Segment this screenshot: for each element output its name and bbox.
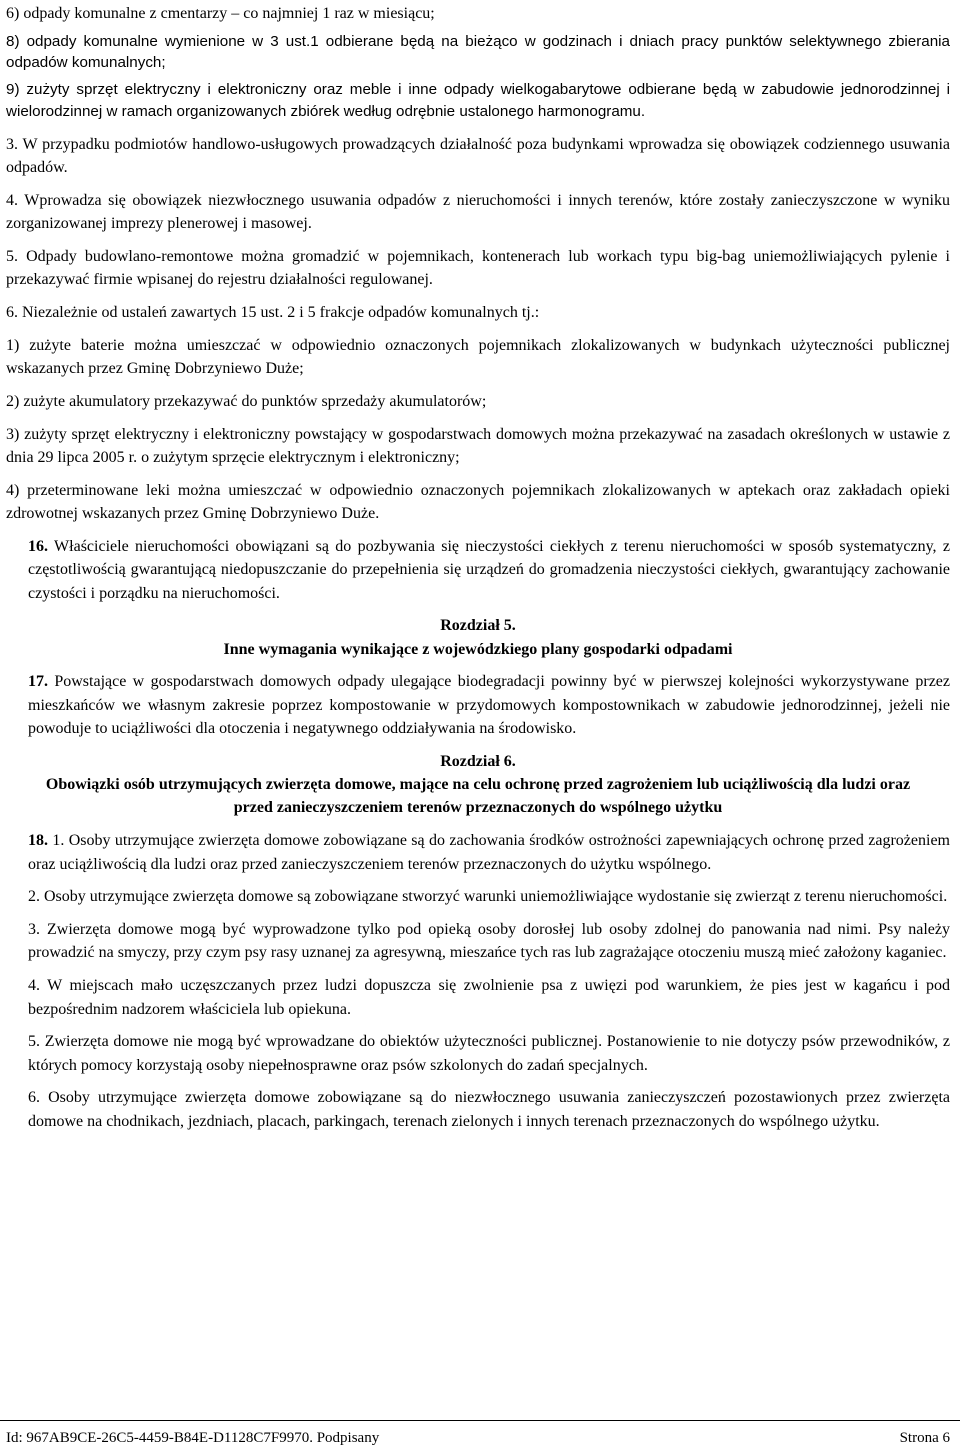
page-footer [0, 1420, 960, 1446]
paragraph-6: 6. Niezależnie od ustaleń zawartych 15 ust. 2 i 5 frakcje odpadów komunalnych tj.: [6, 304, 540, 322]
section-18-paragraph-5: 5. Zwierzęta domowe nie mogą być wprowadzane do obiektów użyteczności publicznej. Postanowienie to nie dotyczy psów przewodników, z których pomocy korzystają osoby niepełnosprawne oraz psów szkolonych do zadań specjalnych. [28, 1033, 950, 1074]
section-18-paragraph-6: 6. Osoby utrzymujące zwierzęta domowe zobowiązane są do niezwłocznego usuwania zanieczyszczeń pozostawionych przez zwierzęta domowe na chodnikach, jezdniach, placach, parkingach, terenach zielonych i innych terenach przeznaczonych do wspólnego użytku. [28, 1089, 950, 1130]
list-item-9: 9) zużyty sprzęt elektryczny i elektroniczny oraz meble i inne odpady wielkogabarytowe odbierane będą w zabudowie jednorodzinnej i wielorodzinnej w ramach organizowanych zbiórek według odrębnie ustalonego harmonogramu. [6, 81, 950, 121]
section-18-number: 18. [28, 832, 48, 850]
document-page [6, 0, 950, 1133]
item-electronics: 3) zużyty sprzęt elektryczny i elektroniczny powstający w gospodarstwach domowych można przekazywać na zasadach określonych w ustawie z dnia 29 lipca 2005 r. o zużytym sprzęcie elektrycznym i elektroniczny; [6, 425, 950, 467]
chapter-5-subtitle: Inne wymagania wynikające z wojewódzkiego plany gospodarki odpadami [223, 640, 733, 658]
list-item-8: 8) odpady komunalne wymienione w 3 ust.1 odbierane będą na bieżąco w godzinach i dniach pracy punktów selektywnego zbierania odpadów komunalnych; [6, 33, 950, 72]
paragraph-3: 3. W przypadku podmiotów handlowo-usługowych prowadzących działalność poza budynkami wprowadza się obowiązek codziennego usuwania odpadów. [6, 135, 950, 177]
section-18-paragraph-1 [6, 829, 950, 876]
section-17-number: 17. [28, 673, 48, 691]
list-item-6: 6) odpady komunalne z cmentarzy – co najmniej 1 raz w miesiącu; [6, 5, 435, 22]
section-17-text: Powstające w gospodarstwach domowych odpady ulegające biodegradacji powinny być w pierwszej kolejności wykorzystywane przez mieszkańców we własnym zakresie poprzez kompostowanie w przydomowych kompostownikach w zabudowie jednorodzinnej, jeżeli nie powoduje to uciążliwości dla otoczenia i negatywnego oddziaływania na środowisko. [28, 673, 950, 738]
section-18-p1-text: 1. Osoby utrzymujące zwierzęta domowe zobowiązane są do zachowania środków ostrożności zapewniających ochronę przed zagrożeniem oraz uciążliwością dla ludzi oraz przed zanieczyszczeniem terenów przeznaczonych do użytku wspólnego. [28, 832, 950, 873]
section-16-text: Właściciele nieruchomości obowiązani są do pozbywania się nieczystości ciekłych z terenu nieruchomości w sposób systematyczny, z częstotliwością gwarantującą niedopuszczanie do przepełnienia się urządzeń do gromadzenia nieczystości ciekłych, gwarantujący zachowanie czystości i porządku na nieruchomości. [28, 537, 950, 602]
item-batteries: 1) zużyte baterie można umieszczać w odpowiednio oznaczonych pojemnikach zlokalizowanych w budynkach użyteczności publicznej wskazanych przez Gminę Dobrzyniewo Duże; [6, 336, 950, 378]
section-17 [6, 670, 950, 740]
item-medicines: 4) przeterminowane leki można umieszczać w odpowiednio oznaczonych pojemnikach zlokalizowanych w aptekach oraz zakładach opieki zdrowotnej wskazanych przez Gminę Dobrzyniewo Duże. [6, 481, 950, 523]
paragraph-5: 5. Odpady budowlano-remontowe można gromadzić w pojemnikach, kontenerach lub workach typu big-bag uniemożliwiających pylenie i przekazywać firmie wpisanej do rejestru działalności regulowanej. [6, 247, 950, 289]
section-18-paragraph-4: 4. W miejscach mało uczęszczanych przez ludzi dopuszcza się zwolnienie psa z uwięzi pod warunkiem, że pies jest w kagańcu i pod bezpośrednim nadzorem właściciela lub opiekuna. [28, 977, 950, 1018]
section-16-number: 16. [28, 537, 48, 555]
chapter-6-subtitle: Obowiązki osób utrzymujących zwierzęta domowe, mające na celu ochronę przed zagrożeniem lub uciążliwością dla ludzi oraz przed zanieczyszczeniem terenów przeznaczonych do wspólnego użytku [45, 776, 911, 817]
page-number: Strona 6 [899, 1430, 950, 1446]
item-accumulators: 2) zużyte akumulatory przekazywać do punktów sprzedaży akumulatorów; [6, 392, 487, 410]
section-18-paragraph-3: 3. Zwierzęta domowe mogą być wyprowadzone tylko pod opieką osoby dorosłej lub osoby zdolnej do panowania nad nimi. Psy należy prowadzić na smyczy, przy czym psy rasy uznanej za agresywną, mieszańce tych ras lub zagrażające otoczeniu muszą mieć założony kaganiec. [28, 921, 950, 962]
paragraph-4: 4. Wprowadza się obowiązek niezwłocznego usuwania odpadów z nieruchomości i innych terenów, które zostały zanieczyszczone w wyniku zorganizowanej imprezy plenerowej i masowej. [6, 191, 950, 233]
section-18-paragraph-2: 2. Osoby utrzymujące zwierzęta domowe są zobowiązane stworzyć warunki uniemożliwiające wydostanie się zwierząt z terenu nieruchomości. [28, 888, 948, 906]
chapter-6-title: Rozdział 6. [440, 752, 516, 770]
chapter-5-title: Rozdział 5. [440, 617, 516, 635]
section-16 [6, 535, 950, 605]
document-id: Id: 967AB9CE-26C5-4459-B84E-D1128C7F9970. Podpisany [6, 1430, 380, 1446]
